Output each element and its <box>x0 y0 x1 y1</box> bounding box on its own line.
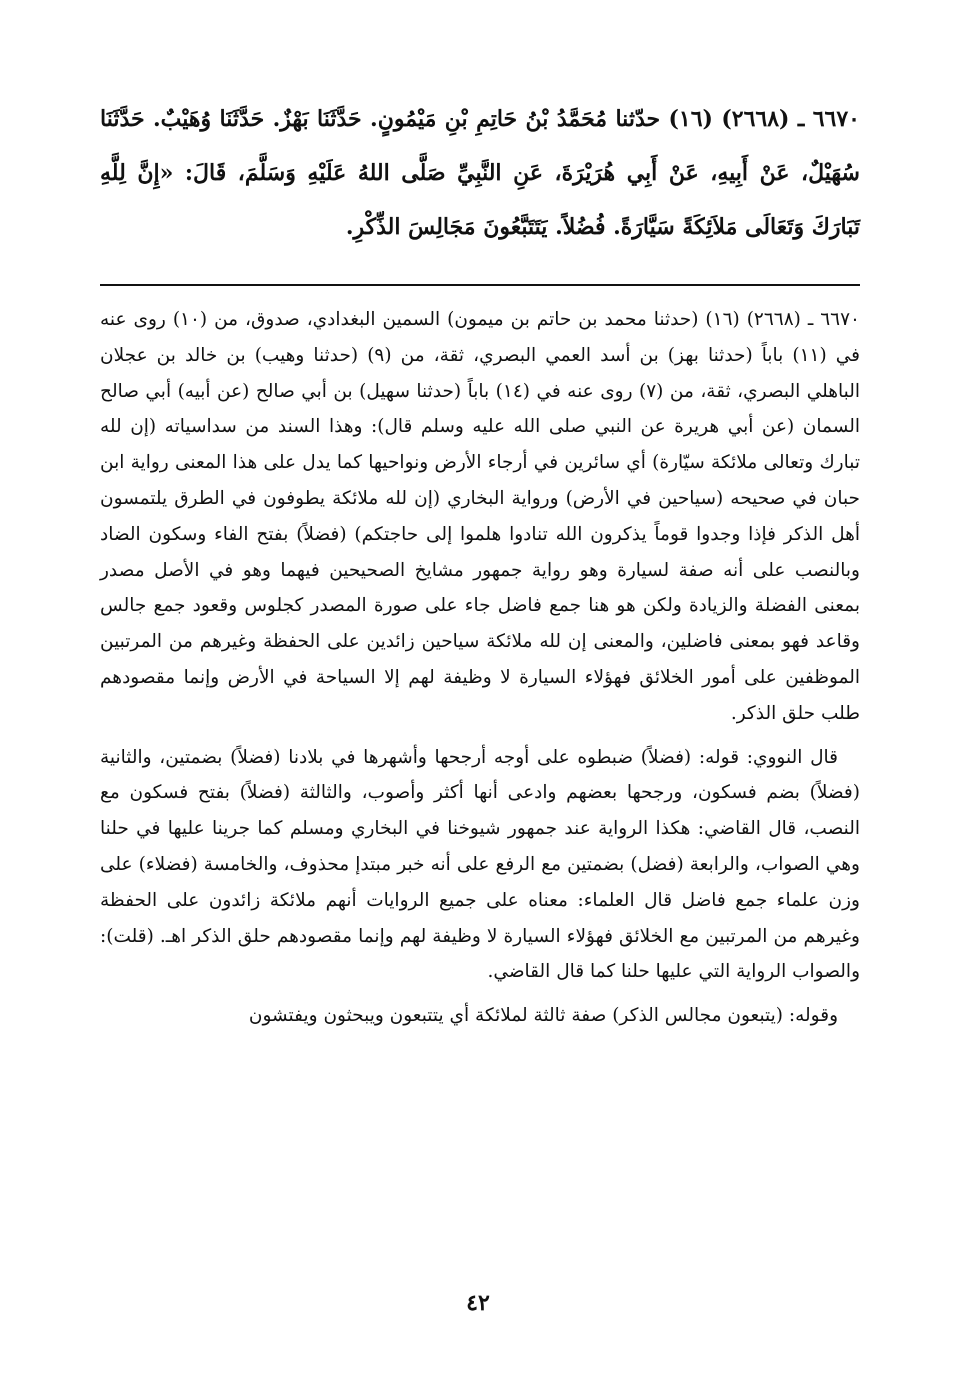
commentary-paragraph: ٦٦٧٠ ـ (٢٦٦٨) (١٦) (حدثنا محمد بن حاتم بن ميمون) السمين البغدادي، صدوق، من (١٠) روى عنه في (١١) باباً (حدثنا بهز) بن أسد العمي البصري، ثقة، من (٩) (حدثنا وهيب) بن خالد بن عجلان الباهلي البصري، ثقة، من (٧) روى عنه في (١٤) باباً (حدثنا سهيل) بن أبي صالح (عن أبيه) أبي صالح السمان (عن أبي هريرة عن النبي صلى الله عليه وسلم قال): وهذا السند من سداسياته (إن لله تبارك وتعالى ملائكة سيّارة) أي سائرين في أرجاء الأرض ونواحيها كما يدل على هذا المعنى رواية ابن حبان في صحيحه (سياحين في الأرض) ورواية البخاري (إن لله ملائكة يطوفون في الطرق يلتمسون أهل الذكر فإذا وجدوا قوماً يذكرون الله تنادوا هلموا إلى حاجتكم) (فضلاً) بفتح الفاء وسكون الضاد وبالنصب على أنه صفة لسيارة وهو رواية جمهور مشايخ الصحيحين فيهما وهو في الأصل مصدر بمعنى الفضلة والزيادة ولكن هو هنا جمع فاضل جاء على صورة المصدر كجلوس وقعود جمع جالس وقاعد فهو بمعنى فاضلين، والمعنى إن لله ملائكة سياحين زائدين على الحفظة وغيرهم من المرتبين الموظفين على أمور الخلائق فهؤلاء السيارة لا وظيفة لهم إلا السياحة في الأرض وإنما مقصودهم طلب حلق الذكر. <box>100 309 861 724</box>
page-number: ٤٢ <box>466 1290 490 1316</box>
commentary-paragraph: وقوله: (يتبعون مجالس الذكر) صفة ثالثة لملائكة أي يتتبعون ويبحثون ويفتشون <box>248 1005 838 1027</box>
footnote-separator-line <box>100 284 860 286</box>
commentary-block <box>100 302 860 1042</box>
commentary-paragraph: قال النووي: قوله: (فضلاً) ضبطوه على أوجه أرجحها وأشهرها في بلادنا (فضلاً) بضمتين، والثانية (فضلاً) بضم فسكون، ورجحها بعضهم وادعى أنها أكثر وأصوب، والثالثة (فضلاً) بفتح فسكون مع النصب، قال القاضي: هكذا الرواية عند جمهور شيوخنا في البخاري ومسلم كما جرينا عليها في حلنا وهي الصواب، والرابعة (فضل) بضمتين مع الرفع على أنه خبر مبتدإ محذوف، والخامسة (فضلاء) على وزن علماء جمع فاضل قال العلماء: معناه على جميع الروايات أنهم ملائكة زائدون على الحفظة وغيرهم من المرتبين مع الخلائق فهؤلاء السيارة لا وظيفة لهم وإنما مقصودهم حلق الذكر اهـ. (قلت): والصواب الرواية التي عليها حلنا كما قال القاضي. <box>100 746 860 983</box>
hadith-text-block <box>100 92 860 254</box>
hadith-text: ٦٦٧٠ ـ (٢٦٦٨) (١٦) حدّثنا مُحَمَّدُ بْنُ حَاتِمِ بْنِ مَيْمُونٍ. حَدَّثَنَا بَهْزٌ. حَدَّثَنَا وُهَيْبٌ. حَدَّثَنَا سُهَيْلٌ، عَنْ أَبِيهِ، عَنْ أَبِي هُرَيْرَةَ، عَنِ النَّبِيِّ صَلَّى اللهُ عَلَيْهِ وَسَلَّمَ، قَالَ: «إِنَّ لِلَّهِ تَبَارَكَ وَتَعَالَى مَلاَئِكَةً سَيَّارَةً. فُضُلاً. يَتَتَبَّعُونَ مَجَالِسَ الذِّكْرِ. <box>100 106 860 240</box>
